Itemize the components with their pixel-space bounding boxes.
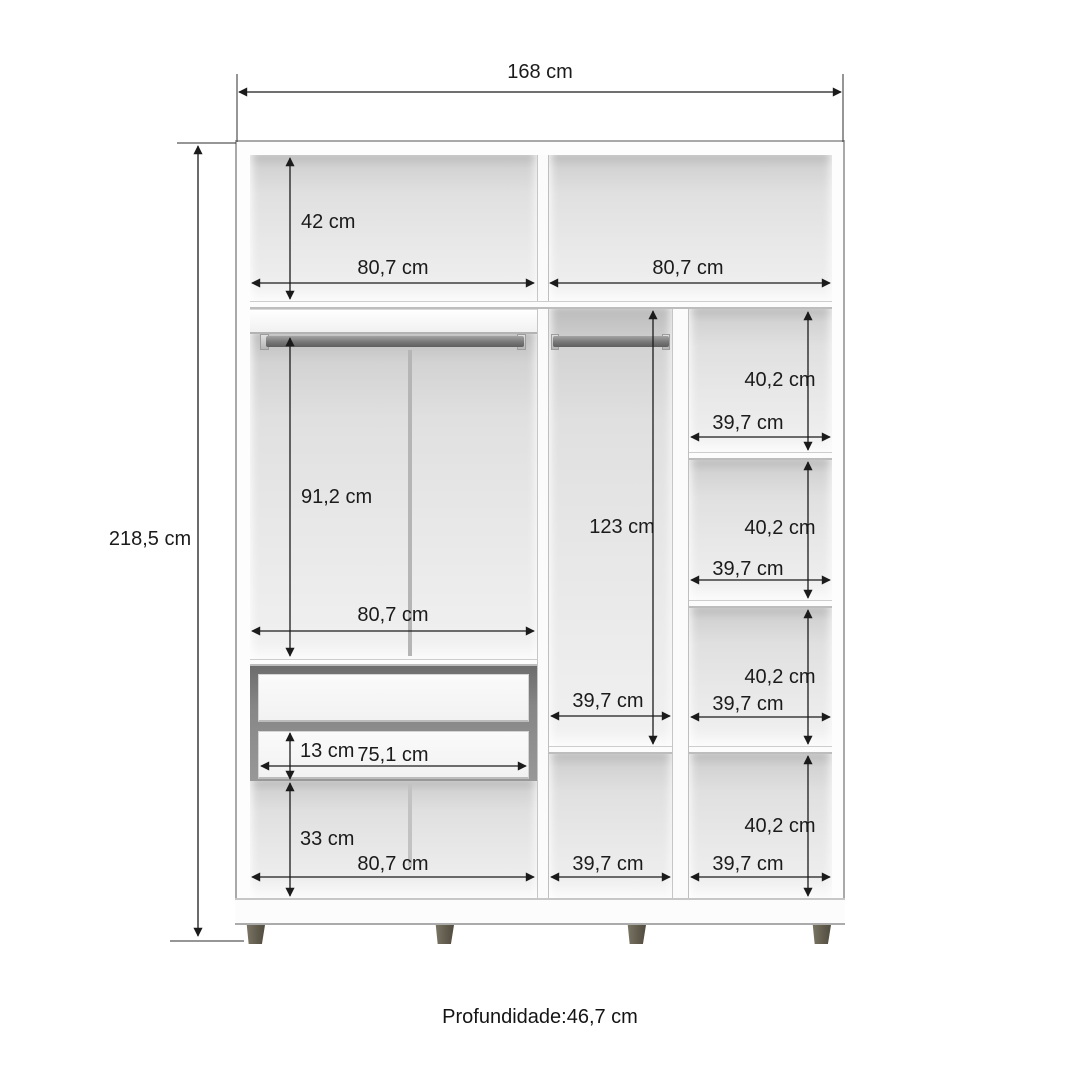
dim-hanging-left-height-label: 91,2 cm	[301, 486, 373, 508]
dim-bottom-left-height-label: 33 cm	[300, 828, 355, 850]
depth-note: Profundidade:46,7 cm	[442, 1006, 638, 1028]
dim-right-cell3-height-label: 40,2 cm	[744, 666, 816, 688]
dim-top-left-height-label: 42 cm	[301, 211, 356, 233]
dim-right-cell2-height-label: 40,2 cm	[744, 517, 816, 539]
dim-right-cell4-height-label: 40,2 cm	[744, 815, 816, 837]
dim-overall-height-label: 218,5 cm	[108, 528, 192, 550]
dim-right-cell1-height-label: 40,2 cm	[744, 369, 816, 391]
dim-top-right-width-label: 80,7 cm	[652, 257, 724, 279]
dim-drawer-height-label: 13 cm	[300, 740, 355, 762]
dim-right-cell1-width-label: 39,7 cm	[712, 412, 784, 434]
dim-top-left-width-label: 80,7 cm	[357, 257, 429, 279]
dim-drawer-width-label: 75,1 cm	[357, 744, 429, 766]
dim-hanging-middle-width-label: 39,7 cm	[572, 690, 644, 712]
dim-bottom-middle-width-label: 39,7 cm	[572, 853, 644, 875]
dim-right-cell2-width-label: 39,7 cm	[712, 558, 784, 580]
dim-hanging-middle-height-label: 123 cm	[589, 516, 655, 538]
dim-hanging-left-width-label: 80,7 cm	[357, 604, 429, 626]
dim-bottom-left-width-label: 80,7 cm	[357, 853, 429, 875]
dim-right-cell4-width-label: 39,7 cm	[712, 853, 784, 875]
dim-overall-width-label: 168 cm	[507, 61, 573, 83]
dim-right-cell3-width-label: 39,7 cm	[712, 693, 784, 715]
